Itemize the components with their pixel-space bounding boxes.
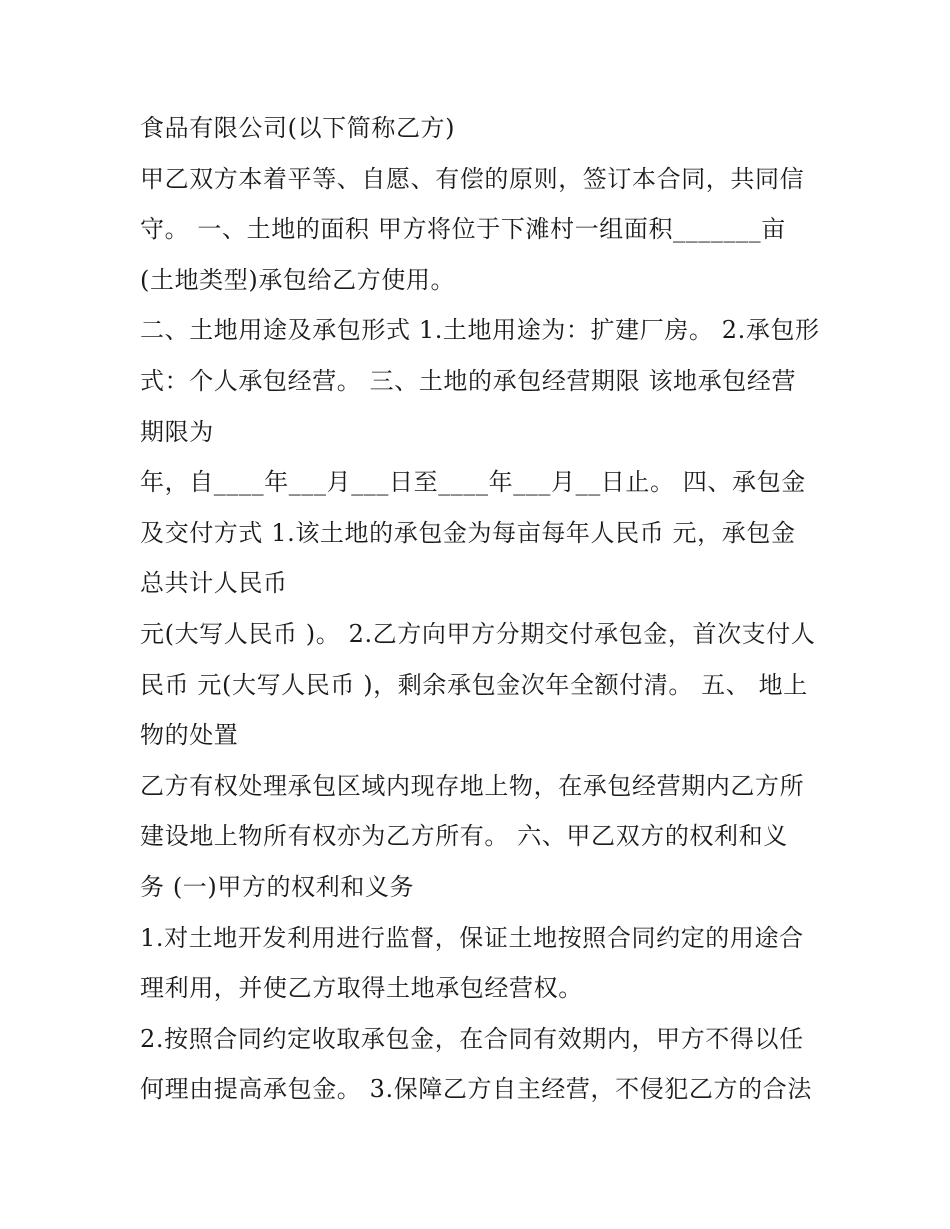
text-line: 2.按照合同约定收取承包金，在合同有效期内，甲方不得以任 [140,1024,804,1053]
text-line: 理利用，并使乙方取得土地承包经营权。 [140,974,583,1003]
text-line: 年，自____年___月___日至____年___月__日止。 四、承包金 [140,468,806,497]
text-line: 乙方有权处理承包区域内现存地上物，在承包经营期内乙方所 [140,771,805,800]
text-line: 食品有限公司(以下简称乙方) [140,114,456,142]
contract-body-text [140,103,830,1115]
text-line: 二、土地用途及承包形式 1.土地用途为：扩建厂房。 2.承包形 [140,316,820,345]
text-line: 民币 元(大写人民币 )，剩余承包金次年全额付清。 五、 地上 [140,670,808,699]
text-line: 式：个人承包经营。 三、土地的承包经营期限 该地承包经营 [140,366,797,395]
text-line: 期限为 [140,417,214,446]
text-line: 甲乙双方本着平等、自愿、有偿的原则，签订本合同，共同信 [140,164,805,193]
text-line: 元(大写人民币 )。 2.乙方向甲方分期交付承包金，首次支付人 [140,619,816,648]
text-line: 务 (一)甲方的权利和义务 [140,872,415,901]
text-line: 1.对土地开发利用进行监督，保证土地按照合同约定的用途合 [140,923,804,952]
text-line: (土地类型)承包给乙方使用。 [140,265,456,294]
text-line: 守。 一、土地的面积 甲方将位于下滩村一组面积_______亩 [140,215,786,244]
text-line: 及交付方式 1.该土地的承包金为每亩每年人民币 元，承包金 [140,518,796,547]
text-line: 总共计人民币 [140,569,288,598]
text-line: 建设地上物所有权亦为乙方所有。 六、甲乙双方的权利和义 [140,822,788,851]
text-line: 物的处置 [140,721,239,750]
text-line: 何理由提高承包金。 3.保障乙方自主经营，不侵犯乙方的合法 [140,1075,812,1104]
